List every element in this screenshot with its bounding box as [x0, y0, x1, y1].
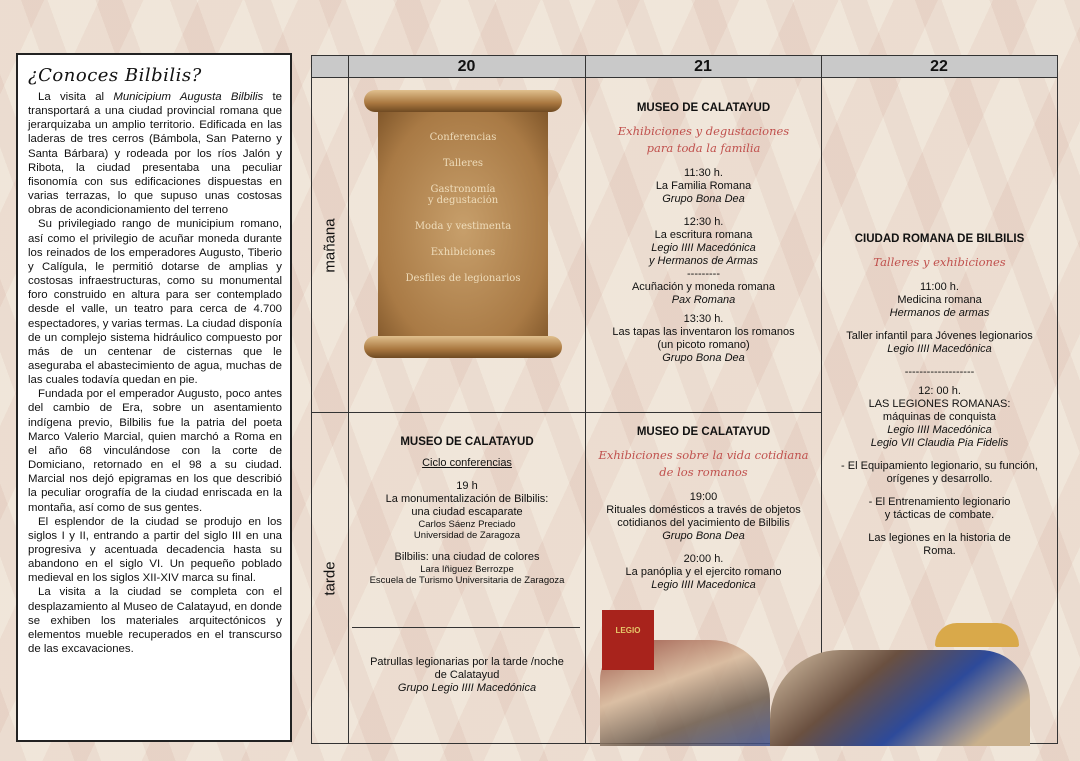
event-group: Grupo Bona Dea	[662, 530, 745, 542]
event-title: La panóplia y el ejercito romano	[625, 566, 782, 578]
topic: - El Entrenamiento legionario	[868, 496, 1011, 508]
day-header-20: 20	[348, 56, 585, 78]
event-title: Patrullas legionarias por la tarde /noche	[370, 656, 564, 668]
cell-21-afternoon	[586, 426, 821, 592]
event-group: Grupo Bona Dea	[662, 193, 745, 205]
script-subtitle: Exhibiciones sobre la vida cotidiana	[598, 448, 809, 462]
scroll-item: y degustación	[427, 195, 499, 206]
event-group: Grupo Bona Dea	[662, 352, 745, 364]
cell-heading: MUSEO DE CALATAYUD	[400, 436, 534, 448]
scroll-item: Desfiles de legionarios	[405, 273, 521, 284]
event-title: Bilbilis: una ciudad de colores	[394, 551, 540, 563]
topic: - El Equipamiento legionario, su función,	[841, 460, 1038, 472]
text: te transportará a una ciudad provincial romana que jerarquizaba un amplio territorio. Edificada en las laderas de tres cerros (Bámbola, San Paterno y Santa Bárbara) y rodeada por los ríos Jalón y Ribota, la ciudad presentaba una peculiar fisonomía con sus edificaciones dispuestas en varias terrazas, lo que supuso unas costosas obras de acondicionamiento del terreno	[28, 91, 282, 217]
event-group: Legio IIII Macedónica	[651, 242, 756, 254]
romans-photo	[770, 650, 1030, 746]
event-group: Legio IIII Macedónica	[887, 343, 992, 355]
row-label-afternoon: tarde	[321, 560, 339, 596]
legion-banner: LEGIO	[602, 610, 654, 670]
cycle-title: Ciclo conferencias	[422, 457, 512, 469]
separator: ---------	[687, 268, 720, 280]
row-label-morning: mañana	[321, 217, 339, 273]
event-title: La monumentalización de Bilbilis:	[385, 493, 549, 505]
event-group: Pax Romana	[671, 294, 736, 306]
scroll-item: Gastronomía	[430, 184, 496, 195]
event-time: 12: 00 h.	[918, 385, 961, 397]
event-group: Grupo Legio IIII Macedónica	[397, 682, 537, 694]
day-header-21: 21	[585, 56, 821, 78]
text: La visita al	[38, 91, 114, 103]
event-group: Legio IIII Macedonica	[651, 579, 756, 591]
scroll-text	[378, 132, 548, 299]
speaker-name: Lara Iñiguez Berrozpe	[420, 564, 514, 575]
cell-20-afternoon	[349, 436, 585, 586]
event-time: 19:00	[689, 491, 718, 503]
parchment-scroll-image	[364, 90, 562, 368]
event-group: Legio IIII Macedónica	[887, 424, 992, 436]
separator: -------------------	[904, 366, 975, 378]
scroll-item: Talleres	[443, 158, 483, 169]
cell-heading: MUSEO DE CALATAYUD	[636, 102, 771, 114]
event-time: 19 h	[456, 480, 478, 492]
info-panel	[16, 53, 292, 742]
event-time: 20:00 h.	[683, 553, 724, 565]
speaker-institution: Escuela de Turismo Universitaria de Zaragoza	[369, 575, 565, 586]
paragraph: El esplendor de la ciudad se produjo en los siglos I y II, entrando a partir del siglo III en una progresiva y acentuada decadencia hasta su abandono en el siglo VI. Un pequeño poblado medieval en los siglos XII-XIV marca su final.	[28, 515, 282, 585]
event-title: cotidianos del yacimiento de Bilbilis	[617, 517, 790, 529]
event-title: de Calatayud	[434, 669, 500, 681]
event-group: Legio VII Claudia Pia Fidelis	[870, 437, 1009, 449]
event-title: Acuñación y moneda romana	[631, 281, 776, 293]
paragraph: La visita a la ciudad se completa con el desplazamiento al Museo de Calatayud, en donde se exhiben los materiales arquitectónicos y elementos mueble recuperados en el transcurso de las excavaciones.	[28, 586, 282, 656]
divider	[348, 56, 349, 743]
cell-20-patrol	[349, 656, 585, 695]
cell-heading: MUSEO DE CALATAYUD	[636, 426, 771, 438]
row-divider	[312, 412, 821, 413]
event-subtitle: (un picoto romano)	[657, 339, 750, 351]
topic: orígenes y desarrollo.	[886, 473, 993, 485]
paragraph: Fundada por el emperador Augusto, poco antes del cambio de Era, sobre un asentamiento indígena previo, Bilbilis fue la patria del poeta Marco Valerio Marcial, quien marchó a Roma en el año 68 vinculándose con la corte de Domiciano, retornado en el 98 a su ciudad. Marcial nos dejó epigramas en los que describió la peculiar orografía de la ciudad enriscada en la montaña, así como de sus gentes.	[28, 388, 282, 514]
cell-21-morning	[586, 102, 821, 365]
event-title: Las tapas las inventaron los romanos	[612, 326, 795, 338]
script-subtitle: Exhibiciones y degustaciones	[617, 124, 790, 138]
event-time: 11:30 h.	[684, 167, 723, 179]
scroll-item: Exhibiciones	[430, 247, 496, 258]
topic: y tácticas de combate.	[884, 509, 995, 521]
script-subtitle: de los romanos	[659, 465, 748, 479]
event-time: 13:30 h.	[683, 313, 724, 325]
paragraph	[28, 90, 282, 217]
topic: Las legiones en la historia de	[868, 532, 1011, 544]
speaker-institution: Universidad de Zaragoza	[413, 530, 521, 541]
event-time: 11:00 h.	[920, 281, 959, 293]
event-group: y Hermanos de Armas	[648, 255, 759, 267]
text-emphasis: Municipium Augusta Bilbilis	[113, 91, 264, 103]
event-title: Medicina romana	[897, 294, 982, 306]
event-subtitle: una ciudad escaparate	[411, 506, 523, 518]
speaker-name: Carlos Sáenz Preciado	[418, 519, 516, 530]
cell-heading: CIUDAD ROMANA DE BILBILIS	[854, 233, 1025, 245]
event-title: Rituales domésticos a través de objetos	[606, 504, 801, 516]
scroll-item: Conferencias	[429, 132, 497, 143]
day-header-22: 22	[821, 56, 1057, 78]
event-title: máquinas de conquista	[882, 411, 997, 423]
scroll-roll-top	[364, 90, 562, 112]
event-title: LAS LEGIONES ROMANAS:	[868, 398, 1011, 410]
parasol-image	[935, 623, 1019, 647]
event-group: Hermanos de armas	[889, 307, 990, 319]
script-subtitle: Talleres y exhibiciones	[873, 255, 1006, 269]
event-title: La Familia Romana	[655, 180, 752, 192]
script-subtitle: para toda la familia	[646, 141, 761, 155]
event-title: Taller infantil para Jóvenes legionarios	[846, 330, 1033, 342]
panel-title: ¿Conoces Bilbilis?	[28, 65, 202, 86]
event-time: 12:30 h.	[683, 216, 724, 228]
event-title: La escritura romana	[654, 229, 753, 241]
paragraph: Su privilegiado rango de municipium romano, así como el privilegio de acuñar moneda durante los reinados de los emperadores Augusto, Tiberio y Calígula, le permitió dotarse de amplias y costosas infraestructuras, como su monumental foro construido en altura para ser contemplado desde el valle, un teatro para cerca de 4.700 espectadores, y varias termas. La ciudad disponía de un complejo sistema hidráulico compuesto por más de un centenar de cisternas que le aseguraba el abastecimiento de agua, muchas de las cuales todavía quedan en pie.	[28, 218, 282, 387]
cell-divider	[352, 627, 580, 628]
scroll-roll-bottom	[364, 336, 562, 358]
topic: Roma.	[923, 545, 956, 557]
header-corner	[312, 56, 348, 78]
scroll-item: Moda y vestimenta	[414, 221, 512, 232]
cell-22	[822, 233, 1057, 558]
